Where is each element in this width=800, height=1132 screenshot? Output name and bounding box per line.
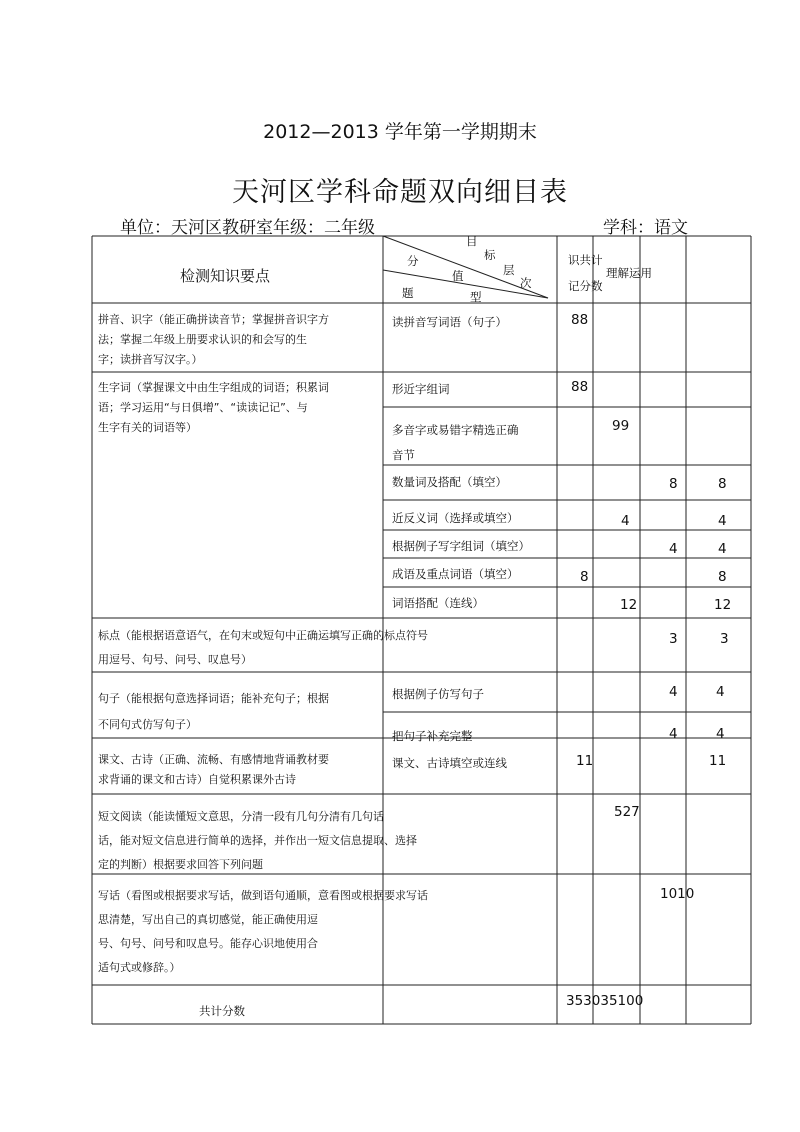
subject-label: 学科：语文 <box>603 218 688 238</box>
score-fangxie-a: 4 <box>669 684 678 700</box>
knowledge-juzi: 句子（能根据句意选择词语；能补充句子；根据 不同句式仿写句子） <box>98 692 329 731</box>
score-jinfanyi-b: 4 <box>718 513 727 529</box>
total-score: 353035100 <box>566 993 644 1009</box>
knowledge-xiehua: 写话（看图或根据要求写话，做到语句通顺，意看图或根据要求写话 思清楚，写出自己的真切感觉，能正确使用逗 号、句号、问号和叹息号。能存心识地使用合 适句式或修辞。） <box>98 889 428 974</box>
total-label: 共计分数 <box>199 1004 245 1018</box>
diag-label-mu: 目 <box>466 234 478 248</box>
knowledge-yuedu: 短文阅读（能读懂短文意思，分清一段有几句分清有几句话 话，能对短文信息进行简单的选择，并作出一短文信息提取、选择 定的判断）根据要求回答下列问题 <box>98 810 417 871</box>
diag-label-biao: 标 <box>484 248 496 262</box>
col-header-a: 识共计 <box>568 253 603 267</box>
knowledge-biaodian: 标点（能根据语意语气，在句末或短句中正确运填写正确的标点符号 用逗号、句号、问号、叹息号） <box>98 629 428 666</box>
item-lizi-zuci: 根据例子写字组词（填空） <box>392 539 530 553</box>
item-pinyin: 读拼音写词语（句子） <box>392 315 507 329</box>
score-xingjin: 88 <box>571 379 589 395</box>
item-gushi: 课文、古诗填空或连线 <box>392 756 507 770</box>
document-title: 天河区学科命题双向细目表 <box>232 177 568 208</box>
unit-grade-line: 单位：天河区教研室年级：二年级 <box>120 218 375 238</box>
diag-label-zhi: 值 <box>452 269 464 283</box>
score-pinyin: 88 <box>571 312 589 328</box>
col-header-c: 记分数 <box>568 279 603 293</box>
score-gushi-b: 11 <box>709 753 727 769</box>
score-chengyu-a: 8 <box>580 569 589 585</box>
knowledge-shengzi: 生字词（掌握课文中由生字组成的词语；积累词 语；学习运用“与日俱增”、“读读记记”、与 生字有关的词语等） <box>98 381 329 434</box>
diag-label-fen: 分 <box>407 254 419 268</box>
score-jinfanyi-a: 4 <box>621 513 630 529</box>
item-jinfanyi: 近反义词（选择或填空） <box>392 511 519 525</box>
item-shuliang: 数量词及搭配（填空） <box>392 475 507 489</box>
col-header-b: 理解运用 <box>606 266 652 280</box>
diag-label-ti: 题 <box>402 286 414 300</box>
score-lizi-zuci-a: 4 <box>669 541 678 557</box>
score-buchong-a: 4 <box>669 726 678 742</box>
score-lizi-zuci-b: 4 <box>718 541 727 557</box>
score-yuedu: 527 <box>614 804 640 820</box>
diag-label-ceng: 层 <box>503 263 515 277</box>
item-buchong: 把句子补充完整 <box>392 729 473 743</box>
score-gushi-a: 11 <box>576 753 594 769</box>
score-biaodian-b: 3 <box>720 631 729 647</box>
knowledge-pinyin: 拼音、识字（能正确拼读音节；掌握拼音识字方 法；掌握二年级上册要求认识的和会写的生 字；读拼音写汉字。） <box>98 313 329 366</box>
score-shuliang-b: 8 <box>718 476 727 492</box>
diag-label-xing: 型 <box>470 290 482 304</box>
score-biaodian-a: 3 <box>669 631 678 647</box>
exam-subtitle: 2012—2013 学年第一学期期末 <box>263 121 537 143</box>
score-dapei-a: 12 <box>620 597 638 613</box>
score-fangxie-b: 4 <box>716 684 725 700</box>
score-shuliang-a: 8 <box>669 476 678 492</box>
knowledge-kewen: 课文、古诗（正确、流畅、有感情地背诵教材要 求背诵的课文和古诗）自觉积累课外古诗 <box>98 753 329 786</box>
item-dapei: 词语搭配（连线） <box>392 596 484 610</box>
item-fangxie: 根据例子仿写句子 <box>392 687 484 701</box>
item-duoyin: 多音字或易错字精选正确 音节 <box>392 423 519 462</box>
score-chengyu-b: 8 <box>718 569 727 585</box>
knowledge-points-header: 检测知识要点 <box>180 267 271 285</box>
item-xingjin: 形近字组词 <box>392 382 450 396</box>
score-dapei-b: 12 <box>714 597 732 613</box>
score-duoyin: 99 <box>612 418 630 434</box>
score-xiehua: 1010 <box>660 886 695 902</box>
diag-label-ci: 次 <box>520 276 532 290</box>
score-buchong-b: 4 <box>716 726 725 742</box>
item-chengyu: 成语及重点词语（填空） <box>392 567 519 581</box>
